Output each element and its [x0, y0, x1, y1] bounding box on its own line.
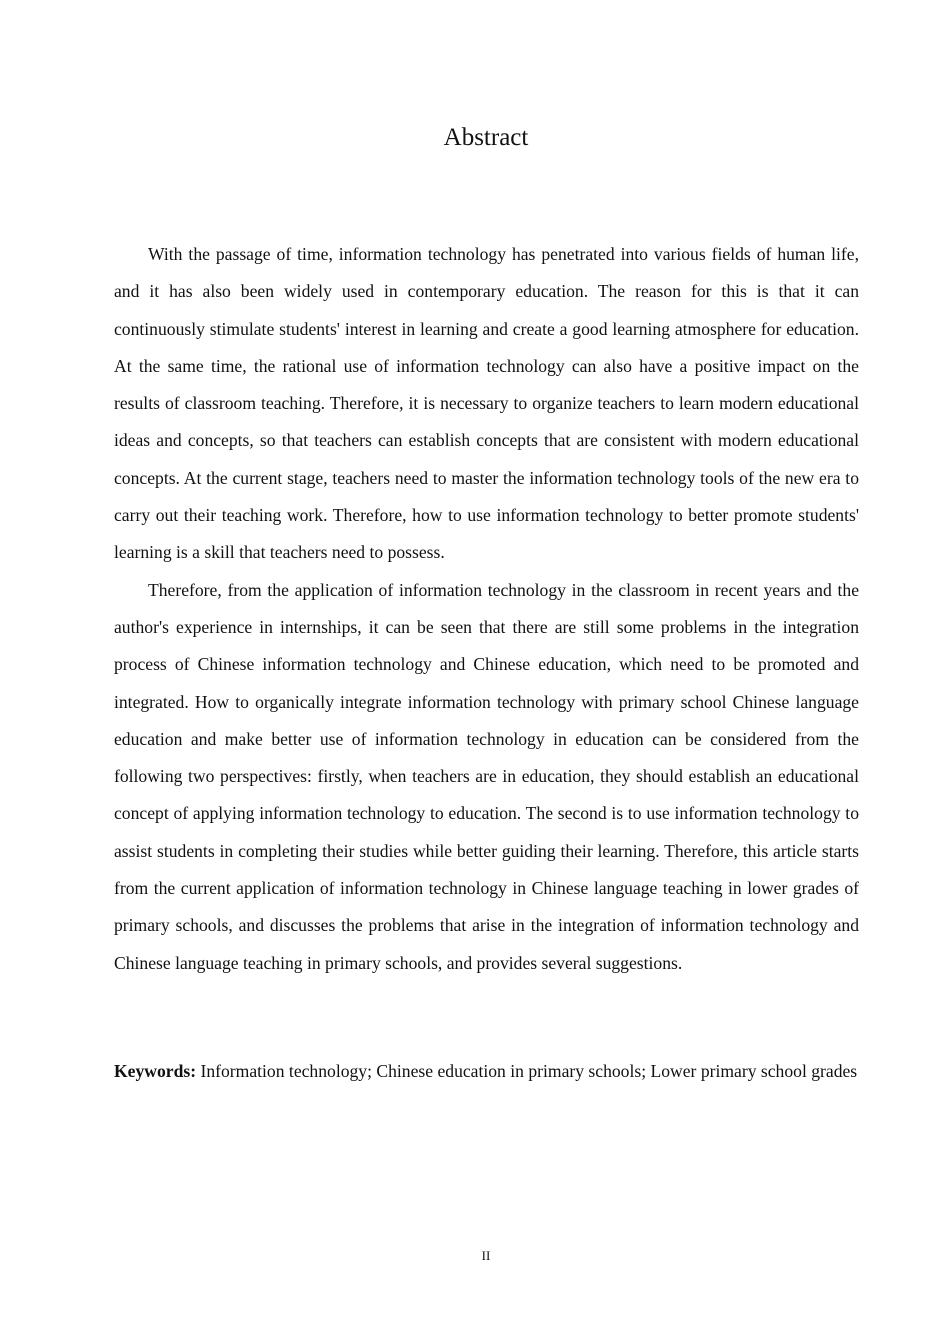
keywords-label: Keywords:	[114, 1061, 197, 1081]
keywords-line	[114, 1053, 859, 1090]
abstract-paragraph-1: With the passage of time, information technology has penetrated into various fields of human life, and it has also been widely used in contemporary education. The reason for this is that it can continuously stimulate students' interest in learning and create a good learning atmosphere for education. At the same time, the rational use of information technology can also have a positive impact on the results of classroom teaching. Therefore, it is necessary to organize teachers to learn modern educational ideas and concepts, so that teachers can establish concepts that are consistent with modern educational concepts. At the current stage, teachers need to master the information technology tools of the new era to carry out their teaching work. Therefore, how to use information technology to better promote students' learning is a skill that teachers need to possess.	[114, 244, 859, 563]
keywords-text: Information technology; Chinese education in primary schools; Lower primary school grades	[196, 1061, 858, 1081]
abstract-paragraph-2: Therefore, from the application of information technology in the classroom in recent years and the author's experience in internships, it can be seen that there are still some problems in the integration process of Chinese information technology and Chinese education, which need to be promoted and integrated. How to organically integrate information technology with primary school Chinese language education and make better use of information technology in education can be considered from the following two perspectives: firstly, when teachers are in education, they should establish an educational concept of applying information technology to education. The second is to use information technology to assist students in completing their studies while better guiding their learning. Therefore, this article starts from the current application of information technology in Chinese language teaching in lower grades of primary schools, and discusses the problems that arise in the integration of information technology and Chinese language teaching in primary schools, and provides several suggestions.	[114, 579, 859, 973]
abstract-body	[114, 236, 859, 982]
page-title: Abstract	[443, 124, 529, 151]
page-number: II	[481, 1248, 491, 1263]
